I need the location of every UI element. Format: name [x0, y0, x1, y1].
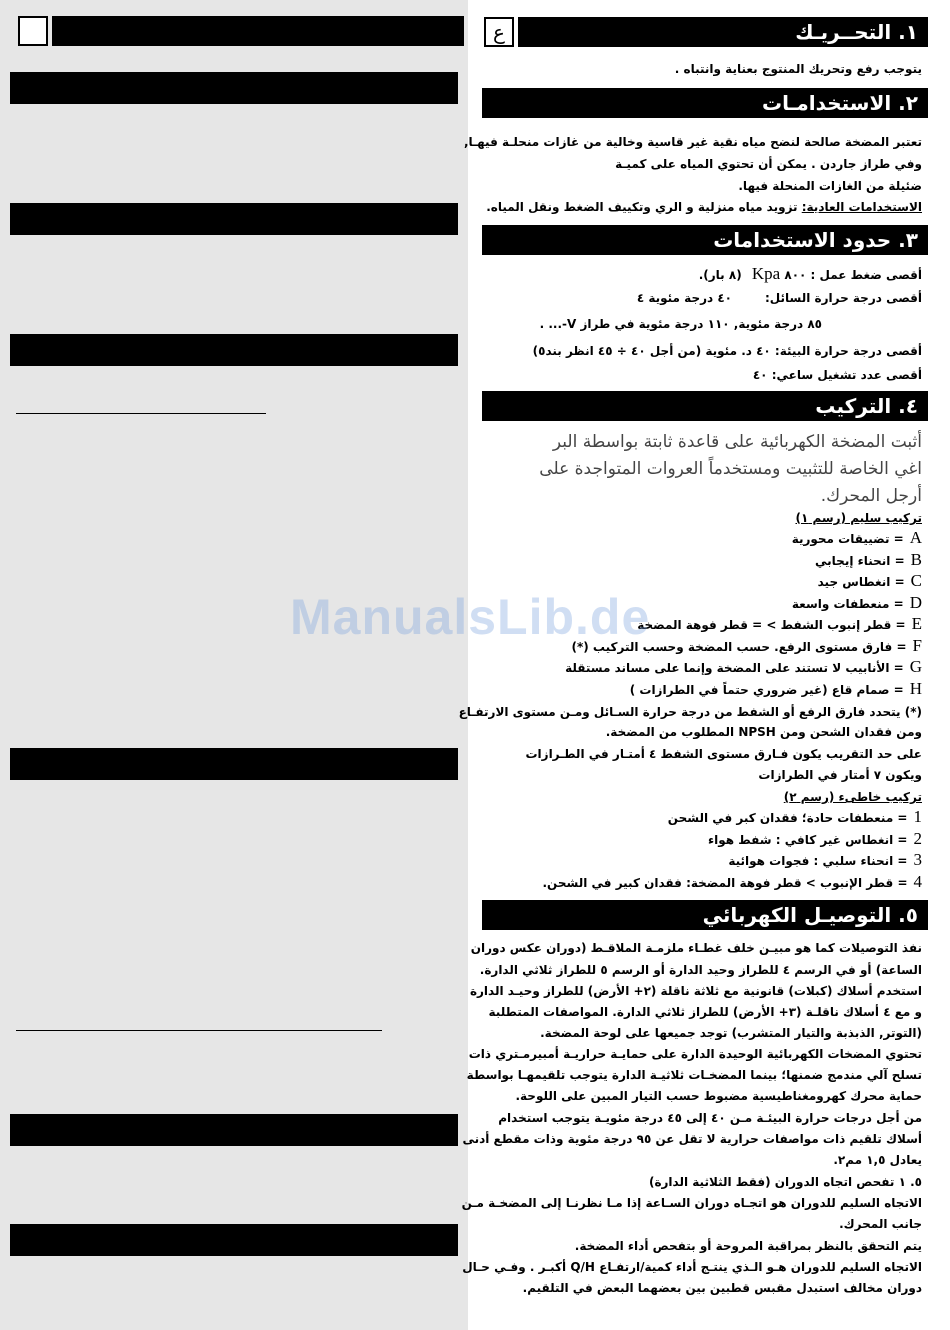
liquid-temp-line2: ٨٥ درجة مئوية, ١١٠ درجة مئوية في طراز V-... . — [539, 317, 822, 331]
correct-item — [792, 595, 922, 612]
item-key: F — [912, 636, 922, 655]
s4-intro-line: أثبت المضخة الكهربائية على قاعدة ثابتة بواسطة البر — [552, 432, 922, 452]
item-text: = منعطفات واسعة — [791, 597, 904, 611]
s4-intro-line: اغي الخاصة للتثبيت ومستخدماً العروات المتواجدة على — [539, 459, 922, 479]
s5-line: استخدم أسلاك (كبلات) قانونية مع ثلاثة ناقلة (٢+ الأرض) للطراز وحيـد الدارة — [469, 984, 922, 998]
item-key: G — [909, 657, 922, 676]
s2-line: ضئيلة من الغازات المنحلة فيها. — [738, 179, 922, 193]
pressure-bar: (٨ بار). — [698, 268, 742, 282]
correct-item — [792, 530, 922, 547]
s5-line: يعادل ١,٥ مم٢. — [833, 1153, 922, 1167]
left-column — [0, 0, 468, 1330]
item-key: 1 — [913, 807, 922, 826]
item-text: = انحناء إيجابي — [815, 554, 905, 568]
section-3-title: ٣. حدود الاستخدامات — [482, 225, 928, 255]
s5-line: و مع ٤ أسلاك ناقلـة (٣+ الأرض) للطراز ثلاثي الدارة. المواصفات المتطلبة — [488, 1005, 922, 1019]
s2-usage — [486, 199, 922, 215]
section-bar — [10, 72, 458, 104]
watermark: ManualsLib.de — [290, 589, 651, 645]
s5-sub-line: يتم التحقق بالنظر بمراقبة المروحة أو بتفحص أداء المضخة. — [574, 1239, 922, 1253]
section-4-title: ٤. التركيب — [482, 391, 928, 421]
section-bar — [10, 334, 458, 366]
section-bar — [10, 1114, 458, 1146]
s5-line: نفذ التوصيلات كما هو مبيـن خلف غطـاء ملزمـة الملاقـط (دوران عكس دوران — [470, 941, 922, 955]
correct-item — [565, 659, 922, 676]
note-line: ومن فقدان الشحن ومن NPSH المطلوب من المضخة. — [605, 725, 922, 739]
item-text: = تضييقات محورية — [791, 532, 904, 546]
item-key: A — [909, 528, 922, 547]
s5-line: تسلح آلي مندمج ضمنها؛ بينما المضخـات ثلاثيـة الدارة يتوجب تلقيمهـا بواسطة — [466, 1068, 922, 1082]
wrong-item — [543, 874, 923, 891]
s5-sub-line: الاتجاه السليم للدوران هـو الـذي ينتـج أداء كمية/ارتفـاع Q/H أكبـر . وفـي حـال — [462, 1260, 922, 1274]
item-key: 3 — [913, 850, 922, 869]
s1-line: يتوجب رفع وتحريك المنتوج بعناية وانتباه . — [674, 62, 922, 76]
page-letter-box-left — [18, 16, 48, 46]
wrong-item — [728, 852, 922, 869]
s5-line: أسلاك تلقيم ذات مواصفات حرارية لا تقل عن ٩٥ درجة مئوية وذات مقطع أدنى — [462, 1132, 922, 1146]
item-text: = الأنابيب لا تستند على المضخة وإنما على مساند مستقلة — [565, 661, 904, 675]
max-starts: أقصى عدد تشغيل ساعي: ٤٠ — [752, 368, 922, 382]
item-text: = صمام قاع (غير ضروري حتماً في الطرازات ) — [629, 683, 904, 697]
pressure-label: أقصى ضغط عمل : — [810, 268, 922, 282]
section-bar — [10, 1224, 458, 1256]
section-5-title: ٥. التوصيـل الكهربائي — [482, 900, 928, 930]
s2-line: تعتبر المضخة صالحة لنضح مياه نقية غير قاسية وخالية من غازات منحلـة فيهـا, — [463, 135, 922, 149]
correct-item — [818, 573, 922, 590]
max-pressure — [699, 266, 922, 283]
section-bar — [10, 203, 458, 235]
s2-line: وفي طراز جاردن . يمكن أن تحتوي المياه على كميـة — [615, 157, 922, 171]
correct-install-heading: تركيب سليم (رسم ١) — [795, 511, 922, 525]
correct-item — [815, 552, 922, 569]
section-1-title: ١. التحــريـك — [795, 20, 918, 44]
item-text: = انغطاس غير كافي : شفط هواء — [708, 833, 908, 847]
s5-line: الساعة) أو في الرسم ٤ للطراز وحيد الدارة أو الرسم ٥ للطراز ثلاثي الدارة. — [479, 963, 922, 977]
wrong-install-heading: تركيب خاطىء (رسم ٢) — [783, 790, 922, 804]
pressure-unit: Kpa — [751, 264, 781, 283]
s5-sub-line: الاتجاه السليم للدوران هو اتجـاه دوران السـاعة إذا مـا نظرنـا إلى المضخـة مـن — [461, 1196, 922, 1210]
s5-sub-line: دوران مخالف استبدل مقبس قطبين بين بعضهما البعض في التلقيم. — [522, 1281, 922, 1295]
item-key: B — [910, 550, 922, 569]
item-text: = منعطفات حادة؛ فقدان كبر في الشحن — [667, 811, 908, 825]
note-line: (*) يتحدد فارق الرفع أو الشفط من درجة حرارة السـائل ومـن مستوى الارتفـاع — [458, 705, 922, 719]
item-key: D — [909, 593, 922, 612]
item-text: = قطر الإنبوب > قطر فوهة المضخة: فقدان كبير في الشحن. — [542, 876, 908, 890]
s5-sub-line: جانب المحرك. — [839, 1217, 922, 1231]
wrong-item — [668, 809, 922, 826]
item-key: H — [909, 679, 922, 698]
wrong-item — [708, 831, 922, 848]
page-letter-box: ع — [484, 17, 514, 47]
divider — [16, 413, 266, 414]
item-key: 2 — [913, 829, 922, 848]
usage-label: الاستخدامات العادية: — [801, 200, 922, 214]
item-key: C — [910, 571, 922, 590]
s5-line: تحتوي المضخات الكهربائية الوحيدة الدارة على حمايـة حراريـة أمبيرمـتري ذات — [468, 1047, 922, 1061]
s4-intro-line: أرجل المحرك. — [820, 486, 922, 506]
divider — [16, 1030, 382, 1031]
header-bar — [52, 16, 464, 46]
section-2-title: ٢. الاستخدامـات — [482, 88, 928, 118]
section-bar — [10, 748, 458, 780]
item-key: E — [911, 614, 922, 633]
item-text: = قطر إنبوب الشفط > = قطر فوهة المضخة — [637, 618, 906, 632]
item-key: 4 — [913, 872, 922, 891]
s5-line: من أجل درجات حرارة البيئـة مـن ٤٠ إلى ٤٥ درجة مئويـة يتوجب استخدام — [498, 1111, 922, 1125]
pressure-value: ٨٠٠ — [784, 268, 807, 282]
item-text: = انحناء سلبي : فجوات هوائية — [728, 854, 908, 868]
usage-text: تزويد مياه منزلية و الري وتكييف الضغط ونقل المياه. — [486, 200, 798, 214]
correct-item — [637, 616, 922, 633]
s5-line: (التوتر, الذبذبة والتيار المتشرب) توجد جميعها على لوحة المضخة. — [540, 1026, 922, 1040]
note-line: ويكون ٧ أمتار في الطرازات — [758, 768, 922, 782]
ambient-temp: أقصى درجة حرارة البيئة: ٤٠ د. مئوية (من أجل ٤٠ ÷ ٤٥ انظر بند٥) — [532, 344, 922, 358]
item-text: = فارق مستوى الرفع. حسب المضخة وحسب التركيب (*) — [571, 640, 907, 654]
note-line: على حد التقريب يكون فـارق مستوى الشفط ٤ أمتـار في الطـرازات — [525, 747, 922, 761]
liquid-temp-value: ٤٠ درجة مئوية ٤ — [636, 291, 732, 305]
liquid-temp-label: أقصى درجة حرارة السائل: — [764, 291, 922, 305]
correct-item — [630, 681, 922, 698]
item-text: = انغطاس جيد — [817, 575, 905, 589]
s5-subheading: ٥. ١ تفحص اتجاه الدوران (فقط الثلاثية الدارة) — [648, 1175, 922, 1189]
s5-line: حماية محرك كهرومغناطيسية مضبوط حسب التيار المبين على اللوحة. — [515, 1089, 922, 1103]
